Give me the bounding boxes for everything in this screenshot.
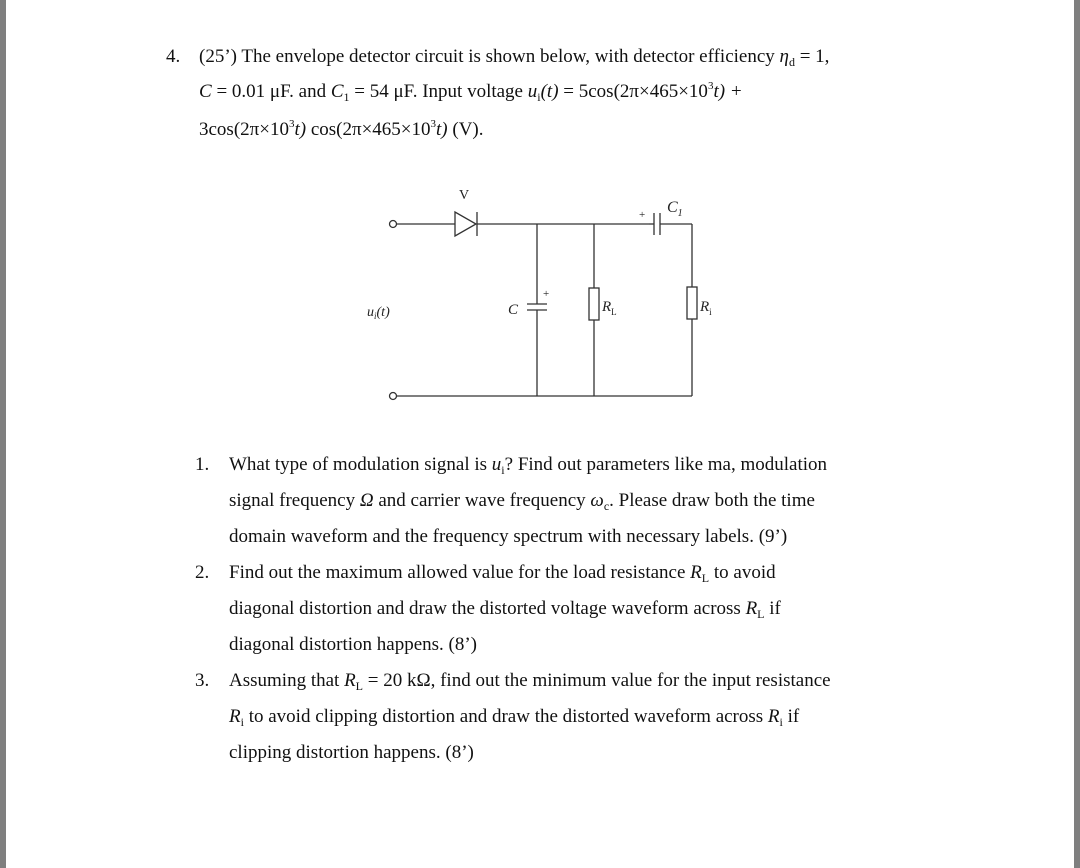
diode-label: V bbox=[459, 188, 470, 203]
load-resistor bbox=[589, 288, 599, 320]
question-1-line-3: domain waveform and the frequency spectrum with necessary labels. (9’) bbox=[229, 526, 788, 547]
problem-line-1: (25’) The envelope detector circuit is shown below, with detector efficiency $\eta_d = 1$, bbox=[199, 46, 830, 69]
input-terminal-bottom bbox=[390, 393, 397, 400]
question-3-line-2: $R_i$ to avoid clipping distortion and draw the distorted waveform across $R_i$ if bbox=[229, 706, 800, 729]
ri-label: $R_i$ bbox=[700, 299, 712, 317]
document-page: 4. (25’) The envelope detector circuit is shown below, with detector efficiency $\eta_d = 1$, C = 0.01 μF. and $C_1 = 54$ μF. Input voltage $u_i(t) = 5\cos(2\pi\times 465\times 10^3t)$ + $3\cos(2\pi\times 10^3t)$ $\cos(2\pi\times 465\times 10^3t)$ (V). V + $C_1$ $u_i(t)$ C + $R_L$ $R_i$ 1. What type of modulation signal is $u_i$? Find out parameters like ma, modulation signal frequency Ω and carrier wave frequency $\omega_c$. Please draw both the time domain waveform and the frequency spectrum with necessary labels. (9’) 2. Find out the maximum allowed value for the load resistance $R_L$ to avoid diagonal distortion and draw the distorted voltage waveform across $R_L$ if diagonal distortion happens. (8’) 3. Assuming that $R_L = 20$ kΩ, find out the minimum value for the input resistance $R_i$ to avoid clipping distortion and draw the distorted waveform across $R_i$ if clipping distortion happens. (8’) bbox=[6, 0, 1074, 868]
input-resistor bbox=[687, 287, 697, 319]
question-1-line-1: What type of modulation signal is $u_i$? Find out parameters like ma, modulation bbox=[229, 454, 828, 477]
coupling-capacitor bbox=[654, 213, 660, 235]
rl-label: $R_L$ bbox=[602, 299, 617, 317]
question-1-line-2: signal frequency Ω and carrier wave frequency $\omega_c$. Please draw both the time bbox=[229, 490, 815, 513]
problem-line-2: C = 0.01 μF. and $C_1 = 54$ μF. Input voltage $u_i(t) = 5\cos(2\pi\times 465\times 10^3t)$ + bbox=[199, 80, 743, 104]
problem-number: 4. bbox=[166, 46, 181, 67]
question-2-line-1: Find out the maximum allowed value for the load resistance $R_L$ to avoid bbox=[229, 562, 776, 585]
question-2-line-2: diagonal distortion and draw the distorted voltage waveform across $R_L$ if bbox=[229, 598, 781, 621]
input-voltage-label: $u_i(t)$ bbox=[367, 305, 390, 321]
c-plus-mark: + bbox=[543, 288, 550, 300]
question-3-line-3: clipping distortion happens. (8’) bbox=[229, 742, 474, 763]
input-terminal-top bbox=[390, 221, 397, 228]
c1-plus-mark: + bbox=[639, 209, 646, 221]
filter-capacitor bbox=[527, 304, 547, 310]
envelope-detector-circuit bbox=[6, 0, 1074, 420]
diode bbox=[455, 212, 477, 236]
c-label: C bbox=[508, 302, 519, 318]
question-3-line-1: Assuming that $R_L = 20$ kΩ, find out the minimum value for the input resistance bbox=[229, 670, 831, 693]
c1-label: $C_1$ bbox=[667, 199, 683, 219]
question-2-line-3: diagonal distortion happens. (8’) bbox=[229, 634, 478, 655]
problem-line-3: $3\cos(2\pi\times 10^3t)$ $\cos(2\pi\times 465\times 10^3t)$ (V). bbox=[199, 118, 484, 140]
